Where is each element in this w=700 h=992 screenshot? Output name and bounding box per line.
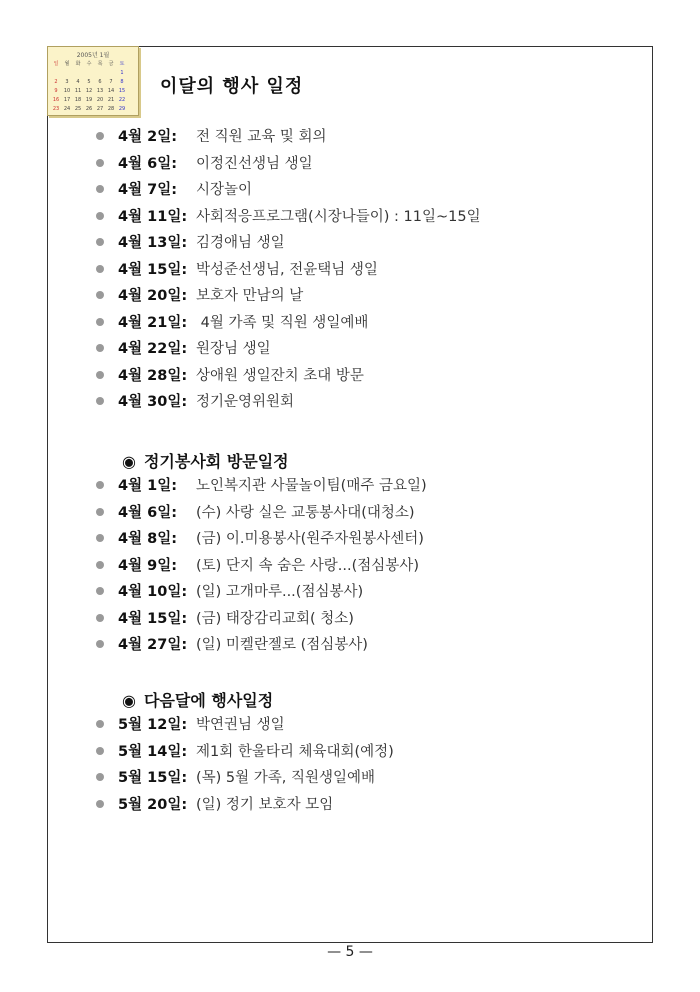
event-date: 4월 28일: [118, 367, 188, 384]
calendar-day: 21 [107, 97, 115, 103]
event-date: 4월 15일: [118, 261, 188, 278]
event-date: 5월 20일: [118, 796, 188, 813]
event-description: 보호자 만남의 날 [196, 288, 304, 304]
bullet-icon [96, 238, 104, 246]
calendar-day: 22 [118, 97, 126, 103]
event-description: 시장놀이 [196, 182, 253, 198]
calendar-day: 24 [63, 106, 71, 112]
list-item [96, 310, 481, 337]
event-description: 상애원 생일잔치 초대 방문 [196, 367, 364, 384]
calendar-day: 1 [120, 70, 124, 76]
bullet-icon [96, 291, 104, 299]
calendar-day: 4 [76, 79, 80, 85]
calendar-weekday: 월 [64, 61, 70, 67]
list-item [96, 553, 427, 580]
calendar-day: 11 [74, 88, 82, 94]
section-bullet-icon: ◉ [122, 691, 136, 710]
event-description: 제1회 한울타리 체육대회(예정) [196, 743, 394, 760]
calendar-day: 14 [107, 88, 115, 94]
event-date: 5월 14일: [118, 743, 188, 760]
calendar-day: 29 [118, 106, 126, 112]
bullet-icon [96, 640, 104, 648]
event-description: 정기운영위원회 [196, 394, 295, 410]
event-description: (일) 미켈란젤로 (점심봉사) [196, 637, 368, 653]
event-date: 4월 27일: [118, 637, 188, 653]
event-date: 4월 2일: [118, 129, 178, 145]
calendar-day: 5 [87, 79, 91, 85]
event-date: 4월 21일: [118, 314, 188, 331]
event-date: 4월 6일: [118, 155, 178, 172]
calendar-day: 6 [98, 79, 102, 85]
bullet-icon [96, 371, 104, 379]
event-description: (토) 단지 속 숨은 사랑...(점심봉사) [196, 557, 419, 574]
bullet-icon [96, 318, 104, 326]
list-item [96, 739, 394, 766]
calendar-weekday: 목 [97, 61, 103, 67]
list-item [96, 204, 481, 231]
list-item [96, 526, 427, 553]
list-item [96, 230, 481, 257]
event-description: (금) 이.미용봉사(원주자원봉사센터) [196, 531, 424, 547]
calendar-day: 13 [96, 88, 104, 94]
calendar-weekday: 수 [86, 61, 92, 67]
event-description: (금) 태장감리교회( 청소) [196, 610, 354, 627]
event-description: (목) 5월 가족, 직원생일예배 [196, 770, 376, 786]
event-description: (수) 사랑 실은 교통봉사대(대청소) [196, 504, 415, 521]
list-item [96, 792, 394, 819]
list-item [96, 579, 427, 606]
page-number: — 5 — [327, 944, 373, 960]
calendar-weekday: 금 [108, 61, 114, 67]
event-description: (일) 고개마루...(점심봉사) [196, 584, 364, 600]
list-item [96, 632, 427, 659]
event-date: 4월 9일: [118, 557, 178, 574]
list-item [96, 712, 394, 739]
bullet-icon [96, 265, 104, 273]
event-date: 5월 15일: [118, 770, 188, 786]
event-date: 4월 15일: [118, 610, 188, 627]
list-item [96, 500, 427, 527]
event-description: 김경애님 생일 [196, 235, 285, 251]
bullet-icon [96, 747, 104, 755]
event-description: 사회적응프로그램(시장나들이) : 11일~15일 [196, 208, 481, 225]
event-date: 4월 20일: [118, 288, 188, 304]
event-description: 전 직원 교육 및 회의 [196, 129, 327, 145]
bullet-icon [96, 800, 104, 808]
bullet-icon [96, 508, 104, 516]
list-item [96, 283, 481, 310]
calendar-day: 27 [96, 106, 104, 112]
event-description: 박성준선생님, 전윤택님 생일 [196, 261, 378, 278]
section-bullet-icon: ◉ [122, 452, 136, 471]
event-description: 4월 가족 및 직원 생일예배 [196, 314, 369, 331]
calendar-day: 28 [107, 106, 115, 112]
bullet-icon [96, 773, 104, 781]
event-description: (일) 정기 보호자 모임 [196, 796, 334, 813]
list-item [96, 389, 481, 416]
event-date: 4월 22일: [118, 341, 188, 357]
list-item [96, 363, 481, 390]
calendar-day: 9 [54, 88, 58, 94]
calendar-day: 16 [52, 97, 60, 103]
events-list [96, 124, 481, 416]
calendar-title: 2005년 1월 [76, 52, 110, 59]
list-item [96, 177, 481, 204]
event-date: 4월 1일: [118, 478, 178, 494]
calendar-weekday: 토 [119, 61, 125, 67]
list-item [96, 257, 481, 284]
event-description: 노인복지관 사물놀이팀(매주 금요일) [196, 478, 427, 494]
page-title: 이달의 행사 일정 [160, 76, 304, 97]
calendar-day: 20 [96, 97, 104, 103]
list-item [96, 151, 481, 178]
list-item [96, 765, 394, 792]
calendar-day: 7 [109, 79, 113, 85]
calendar-day: 25 [74, 106, 82, 112]
event-description: 원장님 생일 [196, 341, 271, 357]
calendar-day: 10 [63, 88, 71, 94]
calendar-weekday: 일 [53, 61, 59, 67]
next-month-list [96, 712, 394, 818]
volunteer-heading: ◉ 정기봉사회 방문일정 [122, 452, 289, 471]
event-description: 박연권님 생일 [196, 717, 285, 733]
event-date: 4월 10일: [118, 584, 188, 600]
calendar-day: 26 [85, 106, 93, 112]
calendar-day: 23 [52, 106, 60, 112]
event-date: 5월 12일: [118, 717, 188, 733]
bullet-icon [96, 344, 104, 352]
calendar-day: 15 [118, 88, 126, 94]
bullet-icon [96, 132, 104, 140]
event-date: 4월 8일: [118, 531, 178, 547]
calendar-day: 18 [74, 97, 82, 103]
calendar-grid [48, 47, 140, 117]
bullet-icon [96, 397, 104, 405]
bullet-icon [96, 159, 104, 167]
calendar-day: 2 [54, 79, 58, 85]
volunteer-list [96, 473, 427, 659]
event-date: 4월 6일: [118, 504, 178, 521]
calendar-day: 17 [63, 97, 71, 103]
bullet-icon [96, 561, 104, 569]
bullet-icon [96, 534, 104, 542]
list-item [96, 606, 427, 633]
event-date: 4월 30일: [118, 394, 188, 410]
bullet-icon [96, 720, 104, 728]
bullet-icon [96, 481, 104, 489]
event-date: 4월 13일: [118, 235, 188, 251]
bullet-icon [96, 587, 104, 595]
calendar-icon [47, 46, 139, 116]
bullet-icon [96, 185, 104, 193]
calendar-day: 12 [85, 88, 93, 94]
list-item [96, 336, 481, 363]
calendar-day: 3 [65, 79, 69, 85]
event-description: 이정진선생님 생일 [196, 155, 313, 172]
list-item [96, 473, 427, 500]
list-item [96, 124, 481, 151]
event-date: 4월 7일: [118, 182, 178, 198]
event-date: 4월 11일: [118, 208, 188, 225]
bullet-icon [96, 614, 104, 622]
calendar-day: 19 [85, 97, 93, 103]
calendar-weekday: 화 [75, 61, 81, 67]
calendar-day: 8 [120, 79, 124, 85]
bullet-icon [96, 212, 104, 220]
next-month-heading: ◉ 다음달에 행사일정 [122, 691, 274, 710]
